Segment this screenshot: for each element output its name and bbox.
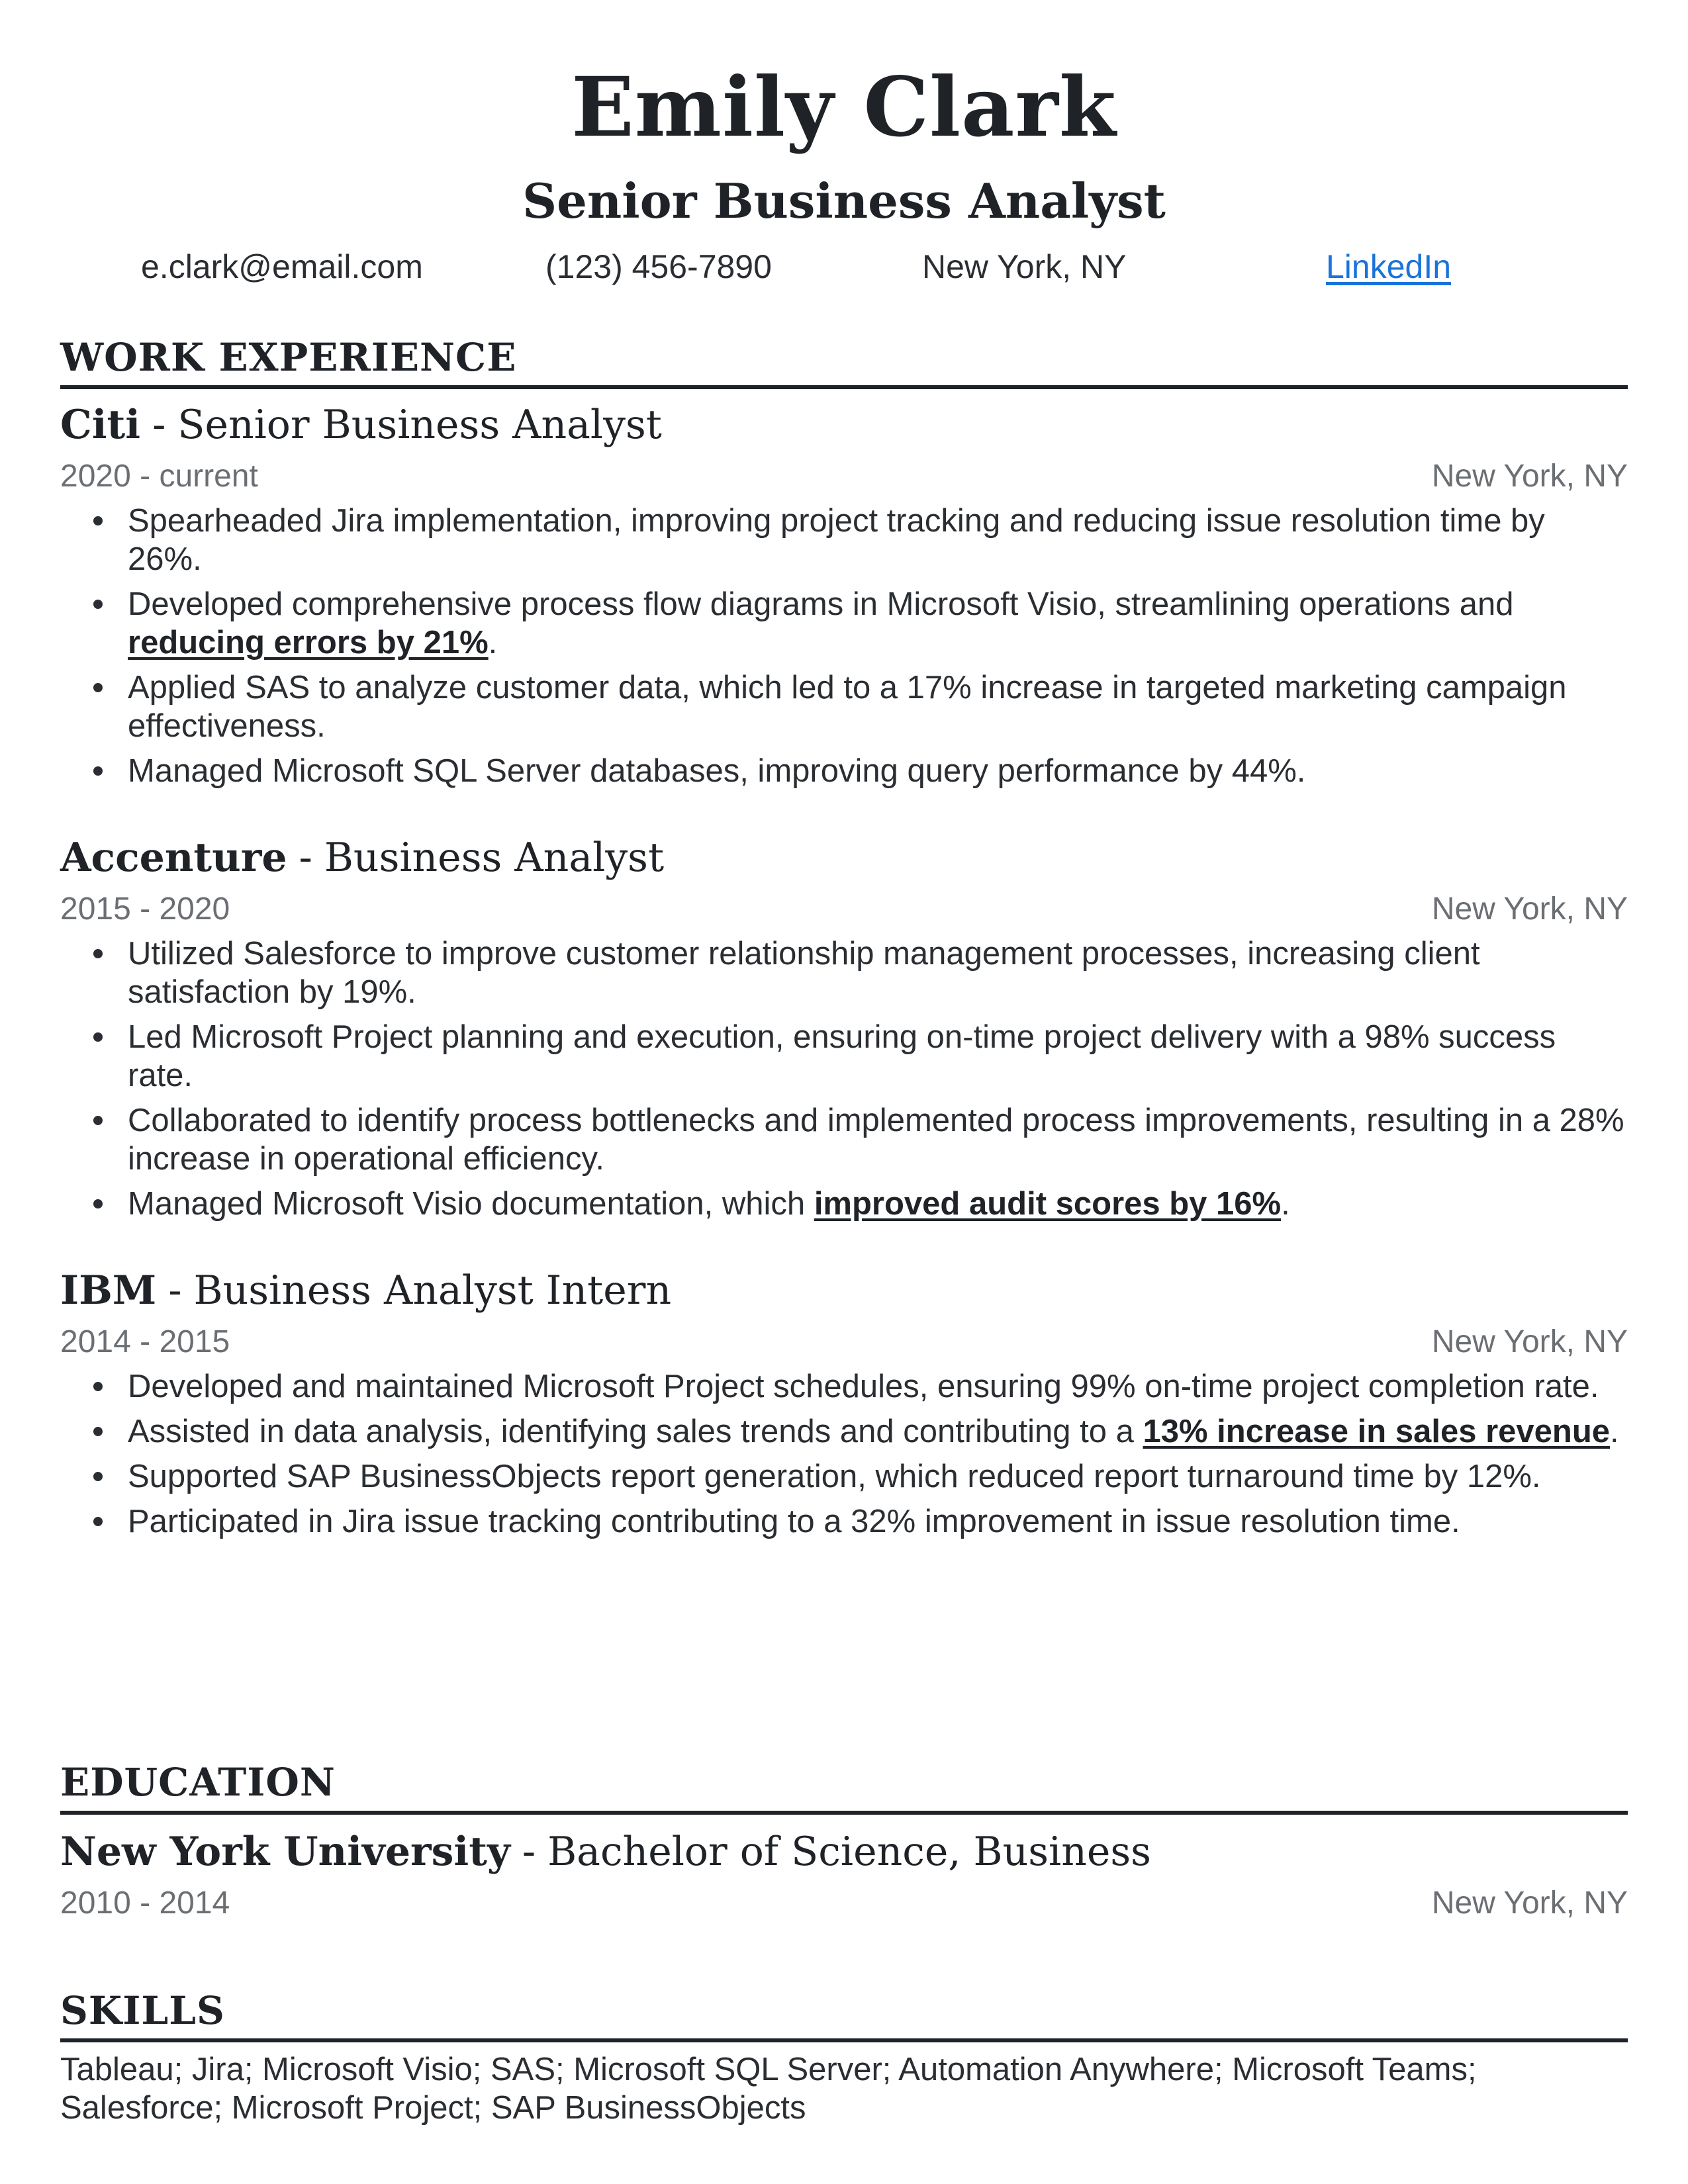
section-divider	[60, 1811, 1628, 1815]
job-bullet: Spearheaded Jira implementation, improving project tracking and reducing issue resolution time by 26%.	[128, 502, 1628, 578]
contact-location: New York, NY	[922, 248, 1127, 285]
section-divider	[60, 2038, 1628, 2042]
candidate-name: Emily Clark	[571, 60, 1117, 156]
job-meta-row	[60, 1321, 1628, 1363]
job-dates: 2015 - 2020	[60, 891, 230, 927]
contact-phone: (123) 456-7890	[545, 248, 772, 285]
job-bullet-list	[128, 1367, 1628, 1547]
skills-list: Tableau; Jira; Microsoft Visio; SAS; Microsoft SQL Server; Automation Anywhere; Microsoft Teams; Salesforce; Microsoft Project; SAP BusinessObjects	[60, 2052, 1477, 2126]
job-dates: 2014 - 2015	[60, 1324, 230, 1359]
title-separator: -	[522, 1829, 536, 1875]
job-bullet: Participated in Jira issue tracking contributing to a 32% improvement in issue resolution time.	[128, 1502, 1628, 1541]
highlighted-metric: reducing errors by 21%	[128, 625, 489, 660]
title-separator: -	[152, 402, 166, 448]
job-bullet: Supported SAP BusinessObjects report generation, which reduced report turnaround time by 12%.	[128, 1457, 1628, 1496]
section-divider	[60, 385, 1628, 389]
job-bullet: Led Microsoft Project planning and execution, ensuring on-time project delivery with a 98% success rate.	[128, 1018, 1628, 1095]
job-bullet: Managed Microsoft SQL Server databases, improving query performance by 44%.	[128, 752, 1628, 790]
education-meta-row	[60, 1882, 1628, 1925]
job-bullet: Assisted in data analysis, identifying sales trends and contributing to a 13% increase in sales revenue.	[128, 1412, 1628, 1451]
job-role: Senior Business Analyst	[177, 402, 662, 448]
education-location: New York, NY	[1431, 1886, 1628, 1921]
highlighted-metric: 13% increase in sales revenue	[1143, 1414, 1610, 1449]
job-bullet: Managed Microsoft Visio documentation, which improved audit scores by 16%.	[128, 1185, 1628, 1223]
education-dates: 2010 - 2014	[60, 1886, 230, 1921]
job-bullet: Utilized Salesforce to improve customer relationship management processes, increasing client satisfaction by 19%.	[128, 934, 1628, 1011]
job-location: New York, NY	[1431, 891, 1628, 927]
education-degree: Bachelor of Science,	[547, 1829, 961, 1875]
job-title-row	[60, 398, 662, 451]
job-title-row	[60, 831, 664, 884]
title-separator: -	[168, 1267, 182, 1314]
job-company: IBM	[60, 1267, 157, 1314]
job-dates: 2020 - current	[60, 459, 258, 494]
job-meta-row	[60, 888, 1628, 931]
job-location: New York, NY	[1431, 459, 1628, 494]
job-role: Business Analyst	[324, 835, 665, 881]
linkedin-link[interactable]: LinkedIn	[1326, 248, 1452, 285]
title-separator: -	[299, 835, 312, 881]
education-field: Business	[973, 1829, 1151, 1875]
section-title-work-experience: WORK EXPERIENCE	[60, 335, 517, 380]
job-company: Citi	[60, 402, 141, 448]
education-title-row	[60, 1825, 1151, 1878]
contact-email: e.clark@email.com	[141, 248, 423, 285]
section-title-skills: SKILLS	[60, 1988, 225, 2033]
job-meta-row	[60, 455, 1628, 498]
job-title-row	[60, 1264, 671, 1317]
job-bullet-list	[128, 502, 1628, 797]
job-bullet: Developed and maintained Microsoft Project schedules, ensuring 99% on-time project completion rate.	[128, 1367, 1628, 1406]
job-company: Accenture	[60, 835, 287, 881]
job-bullet: Collaborated to identify process bottlenecks and implemented process improvements, resulting in a 28% increase in operational efficiency.	[128, 1101, 1628, 1178]
section-title-education: EDUCATION	[60, 1760, 336, 1805]
highlighted-metric: improved audit scores by 16%	[814, 1186, 1282, 1222]
job-bullet-list	[128, 934, 1628, 1230]
job-location: New York, NY	[1431, 1324, 1628, 1359]
job-bullet: Developed comprehensive process flow diagrams in Microsoft Visio, streamlining operations and reducing errors by 21%.	[128, 585, 1628, 662]
candidate-headline: Senior Business Analyst	[522, 173, 1166, 229]
education-school: New York University	[60, 1829, 510, 1875]
job-bullet: Applied SAS to analyze customer data, which led to a 17% increase in targeted marketing campaign effectiveness.	[128, 668, 1628, 745]
job-role: Business Analyst Intern	[193, 1267, 672, 1314]
